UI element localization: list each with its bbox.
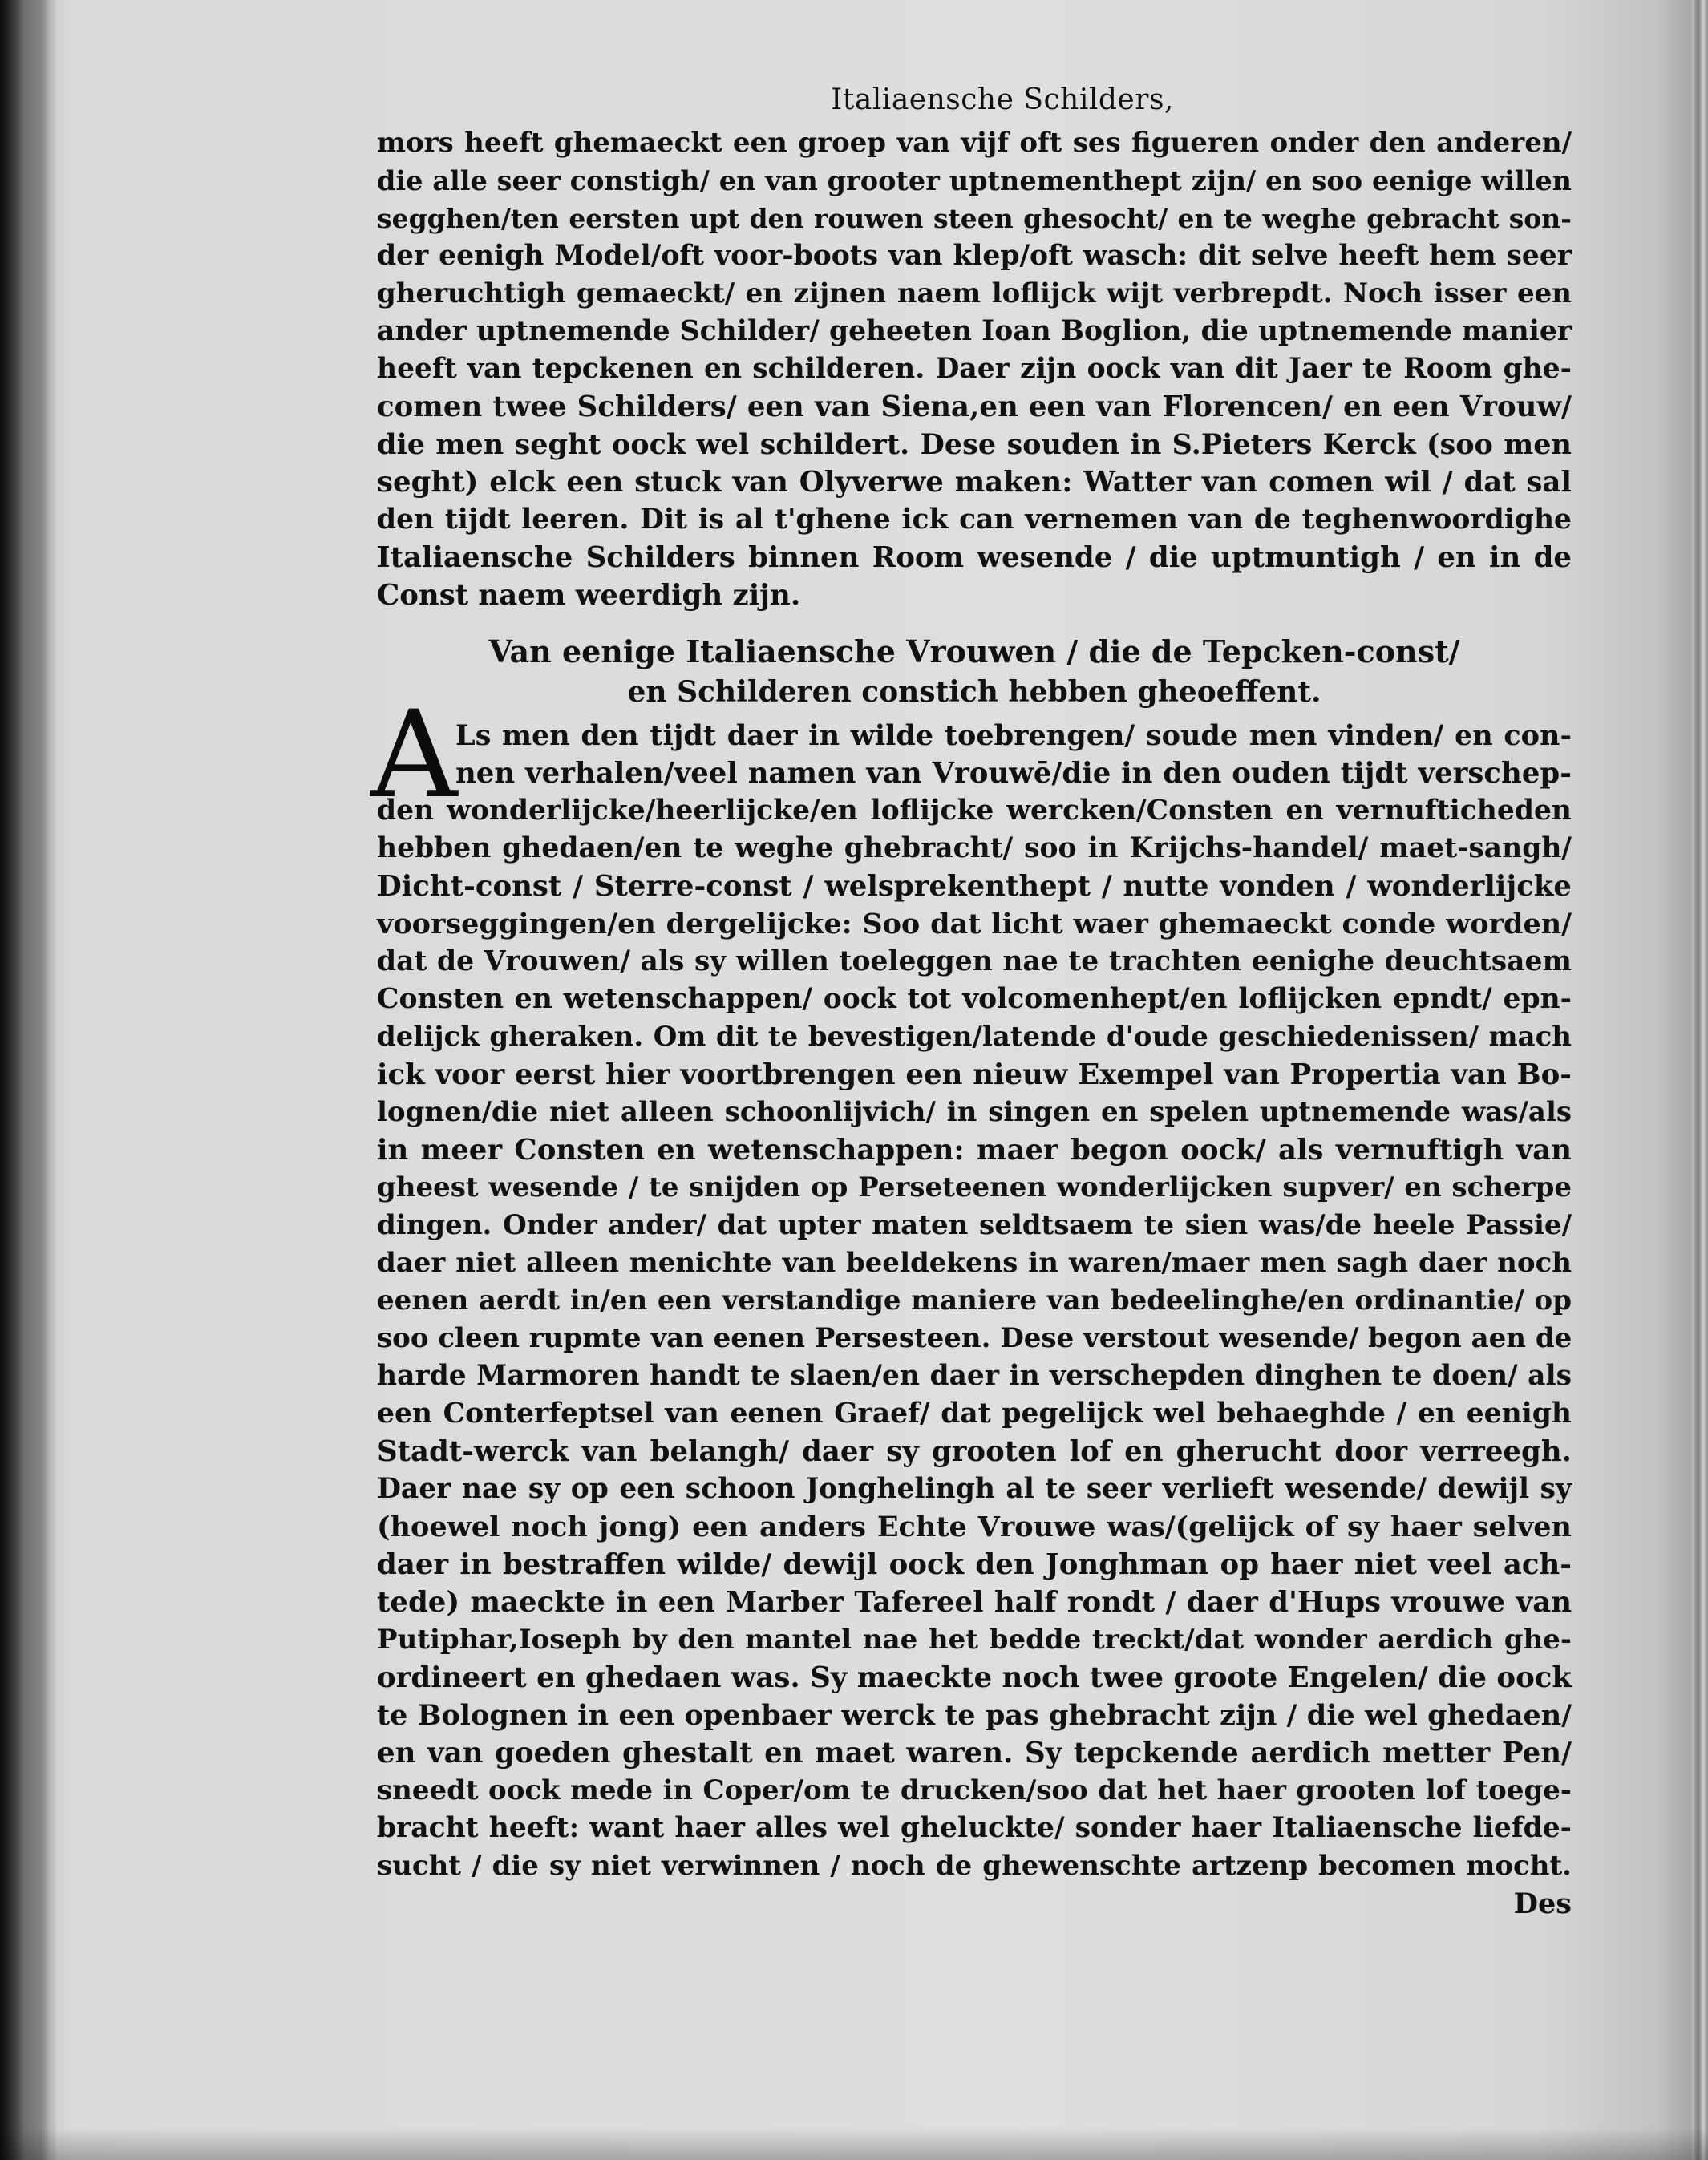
drop-cap: A xyxy=(370,686,458,825)
text-line: Stadt-werck van belangh/ daer sy grooten lof en gherucht door verreegh. xyxy=(377,1435,1572,1468)
text-line: Consten en wetenschappen/ oock tot volcomenhept/en loflijcken epndt/ epn- xyxy=(377,983,1572,1015)
section-heading xyxy=(377,632,1572,712)
text-line: gheest wesende / te snijden op Perseteenen wonderlijcken supver/ en scherpe xyxy=(377,1171,1572,1203)
text-line: en van goeden ghestalt en maet waren. Sy tepckende aerdich metter Pen/ xyxy=(377,1737,1572,1770)
text-line: Const naem weerdigh zijn. xyxy=(377,579,801,612)
text-line: heeft van tepckenen en schilderen. Daer zijn oock van dit Jaer te Room ghe- xyxy=(377,353,1572,385)
paragraph-1 xyxy=(377,124,1572,614)
text-line: die alle seer constigh/ en van grooter uptnementhept zijn/ en soo eenige willen xyxy=(377,165,1572,196)
text-line: daer in bestraffen wilde/ dewijl oock den Jonghman op haer niet veel ach- xyxy=(377,1548,1572,1581)
text-line: (hoewel noch jong) een anders Echte Vrouwe was/(gelijck of sy haer selven xyxy=(377,1511,1572,1543)
text-line: voorseggingen/en dergelijcke: Soo dat licht waer ghemaeckt conde worden/ xyxy=(377,908,1572,940)
running-head: Italiaensche Schilders, xyxy=(831,83,1174,116)
text-line: seght) elck een stuck van Olyverwe maken: Watter van comen wil / dat sal xyxy=(377,466,1572,499)
text-line: soo cleen rupmte van eenen Persesteen. Dese verstout wesende/ begon aen de xyxy=(377,1322,1572,1354)
text-line: ordineert en ghedaen was. Sy maeckte noch twee groote Engelen/ die oock xyxy=(377,1661,1572,1694)
text-line: bracht heeft: want haer alles wel gheluckte/ sonder haer Italiaensche liefde- xyxy=(377,1812,1572,1844)
page-text-block xyxy=(370,76,1572,1923)
text-line: sucht / die sy niet verwinnen / noch de ghewenschte artzenp becomen mocht. xyxy=(377,1850,1572,1882)
text-line: harde Marmoren handt te slaen/en daer in verschepden dinghen te doen/ als xyxy=(377,1360,1572,1392)
text-line: sneedt oock mede in Coper/om te drucken/soo dat het haer grooten lof toege- xyxy=(377,1774,1572,1806)
text-line: mors heeft ghemaeckt een groep van vijf oft ses figueren onder den anderen/ xyxy=(377,127,1572,159)
text-line: tede) maeckte in een Marber Tafereel half rondt / daer d'Hups vrouwe van xyxy=(377,1586,1572,1619)
text-line: hebben ghedaen/en te weghe ghebracht/ soo in Krijchs-handel/ maet-sangh/ xyxy=(377,832,1572,864)
text-line: dat de Vrouwen/ als sy willen toeleggen nae te trachten eenighe deuchtsaem xyxy=(377,945,1572,977)
bottom-shadow xyxy=(0,2128,1708,2160)
text-line: segghen/ten eersten upt den rouwen steen ghesocht/ en te weghe gebracht son- xyxy=(377,203,1572,234)
heading-line: Van eenige Italiaensche Vrouwen / die de Tepcken-const/ xyxy=(488,633,1460,669)
text-line: Ls men den tijdt daer in wilde toebrengen/ soude men vinden/ en con- xyxy=(455,719,1572,752)
text-line: comen twee Schilders/ een van Siena,en een van Florencen/ en een Vrouw/ xyxy=(377,390,1572,423)
text-line: dingen. Onder ander/ dat upter maten seldtsaem te sien was/de heele Passie/ xyxy=(377,1209,1572,1241)
text-line: ander uptnemende Schilder/ geheeten Ioan Boglion, die uptnemende manier xyxy=(377,315,1572,347)
text-line: een Conterfeptsel van eenen Graef/ dat pegelijck wel behaeghde / en eenigh xyxy=(377,1398,1572,1430)
text-line: die men seght oock wel schildert. Dese souden in S.Pieters Kerck (soo men xyxy=(377,428,1572,461)
catchword: Des xyxy=(1513,1887,1572,1920)
text-line: ick voor eerst hier voortbrengen een nieuw Exempel van Propertia van Bo- xyxy=(377,1058,1572,1091)
text-line: daer niet alleen menichte van beeldekens in waren/maer men sagh daer noch xyxy=(377,1247,1572,1279)
text-line: Putiphar,Ioseph by den mantel nae het bedde treckt/dat wonder aerdich ghe- xyxy=(377,1624,1572,1656)
text-line: den tijdt leeren. Dit is al t'ghene ick can vernemen van de teghenwoordighe xyxy=(377,504,1572,536)
page-edge xyxy=(1692,0,1708,2160)
text-line: der eenigh Model/oft voor-boots van klep/oft wasch: dit selve heeft hem seer xyxy=(377,240,1572,272)
text-line: in meer Consten en wetenschappen: maer begon oock/ als vernuftigh van xyxy=(377,1134,1572,1167)
text-line: den wonderlijcke/heerlijcke/en loflijcke wercken/Consten en vernufticheden xyxy=(377,795,1572,827)
heading-line: en Schilderen constich hebben gheoeffent. xyxy=(627,675,1321,709)
text-line: nen verhalen/veel namen van Vrouwē/die in den ouden tijdt verschep- xyxy=(455,757,1572,790)
text-line: gheruchtigh gemaeckt/ en zijnen naem loflijck wijt verbrepdt. Noch isser een xyxy=(377,277,1572,309)
text-line: delijck gheraken. Om dit te bevestigen/latende d'oude geschiedenissen/ mach xyxy=(377,1021,1572,1053)
text-line: Daer nae sy op een schoon Jonghelingh al te seer verlieft wesende/ dewijl sy xyxy=(377,1473,1572,1505)
text-line: Dicht-const / Sterre-const / welsprekenthept / nutte vonden / wonderlijcke xyxy=(377,870,1572,903)
text-line: Italiaensche Schilders binnen Room wesende / die uptmuntigh / en in de xyxy=(377,541,1572,574)
text-line: te Bolognen in een openbaer werck te pas ghebracht zijn / die wel ghedaen/ xyxy=(377,1699,1572,1732)
text-line: lognen/die niet alleen schoonlijvich/ in singen en spelen uptnemende was/als xyxy=(377,1096,1572,1128)
text-line: eenen aerdt in/en een verstandige maniere van bedeelinghe/en ordinantie/ op xyxy=(377,1284,1572,1317)
binding-gutter-shadow xyxy=(0,0,56,2160)
